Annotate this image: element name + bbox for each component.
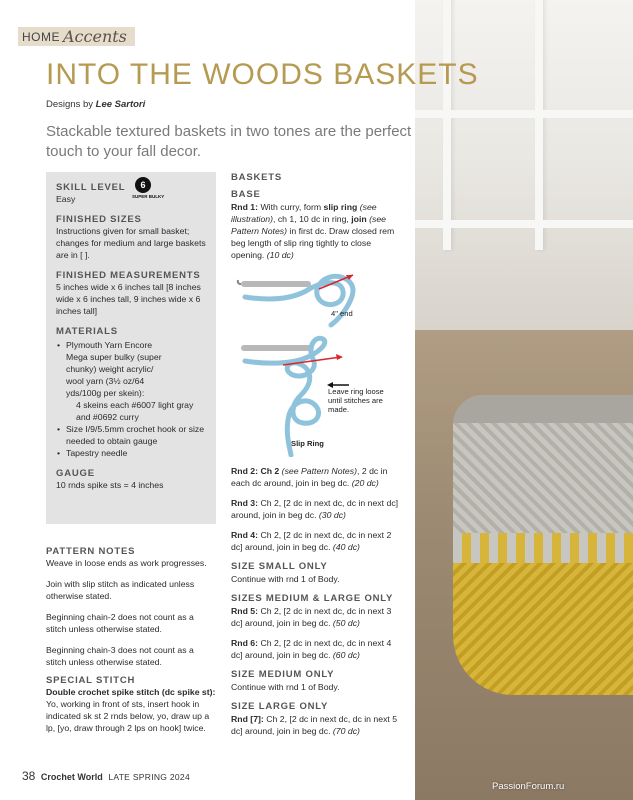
rnd5-count: (50 dc)	[332, 618, 360, 628]
designer-prefix: Designs by	[46, 99, 96, 110]
rnd7-count: (70 dc)	[332, 726, 360, 736]
rnd3-part: Ch 2, [2 dc in next dc, dc in next dc] around, join in beg dc.	[231, 498, 399, 520]
rnd7-label: Rnd [7]:	[231, 714, 264, 724]
rnd3-count: (30 dc)	[318, 510, 346, 520]
rnd2-text	[231, 465, 403, 489]
slip-ring-diagram-step1	[231, 269, 403, 329]
rnd3-text	[231, 497, 403, 521]
size-medium-text: Continue with rnd 1 of Body.	[231, 682, 340, 692]
section-home: HOME	[22, 29, 60, 44]
skill-heading: SKILL LEVEL	[56, 182, 126, 193]
size-large-heading: SIZE LARGE ONLY	[231, 701, 329, 712]
measurements-heading: FINISHED MEASUREMENTS	[56, 270, 201, 281]
rnd1-part: slip ring	[323, 202, 358, 212]
sizes-heading: FINISHED SIZES	[56, 214, 142, 225]
rnd2-label: Rnd 2: Ch 2	[231, 466, 280, 476]
baskets-heading: BASKETS	[231, 172, 282, 183]
rnd1-part: With curry, form	[258, 202, 324, 212]
skill-value: Easy	[56, 194, 76, 204]
crochet-basket	[453, 395, 633, 695]
note-item: Weave in loose ends as work progresses.	[46, 558, 207, 568]
materials-list	[56, 339, 206, 459]
slip-ring-diagram-step2	[231, 335, 403, 457]
yarn-weight-label: SUPER BULKY	[132, 194, 165, 199]
materials-heading: MATERIALS	[56, 326, 118, 337]
rnd6-part: Ch 2, [2 dc in next dc, dc in next 4 dc] around, join in beg dc.	[231, 638, 392, 660]
rnd1-part: in first dc. Draw closed rem beg length of slip ring tightly to close opening.	[231, 226, 395, 260]
rnd1-part: (see illustration)	[231, 202, 377, 224]
issue-label: LATE SPRING 2024	[108, 772, 190, 782]
rnd6-text	[231, 637, 403, 661]
rnd5-text	[231, 605, 403, 629]
rnd6-label: Rnd 6:	[231, 638, 259, 648]
section-tag	[18, 27, 135, 46]
rnd1-part: join	[351, 214, 367, 224]
size-medium-heading: SIZE MEDIUM ONLY	[231, 669, 335, 680]
pattern-notes	[46, 546, 216, 743]
rnd2-count: (20 dc)	[351, 478, 379, 488]
materials-item-hook: • Size I/9/5.5mm crochet hook or size needed to obtain gauge	[56, 423, 206, 447]
rnd7-text	[231, 713, 403, 737]
crochet-hook	[241, 281, 311, 287]
basket-curry-section	[453, 545, 633, 695]
rnd5-label: Rnd 5:	[231, 606, 259, 616]
crochet-hook	[241, 345, 313, 351]
rnd4-text	[231, 529, 403, 553]
rnd1-text	[231, 201, 403, 261]
sizes-text: Instructions given for small basket; changes for medium and large baskets are in [ ].	[56, 226, 206, 260]
materials-item-yarn: • Plymouth Yarn Encore Mega super bulky (super chunky) weight acrylic/ wool yarn (3½ oz/64 yds/100g per skein):	[56, 339, 206, 399]
designer-name: Lee Sartori	[95, 99, 146, 110]
rnd1-count: (10 dc)	[266, 250, 294, 260]
rnd1-label: Rnd 1:	[231, 202, 259, 212]
special-stitch-heading: SPECIAL STITCH	[46, 675, 136, 686]
page-footer	[22, 769, 190, 783]
gauge-text: 10 rnds spike sts = 4 inches	[56, 480, 164, 490]
size-small-heading: SIZE SMALL ONLY	[231, 561, 328, 572]
rnd1-part: (see Pattern Notes)	[231, 214, 387, 236]
note-item: Beginning chain-3 does not count as a stitch unless otherwise stated.	[46, 645, 194, 667]
basket-photo	[415, 0, 633, 800]
note-item: Beginning chain-2 does not count as a stitch unless otherwise stated.	[46, 612, 194, 634]
window-frame	[535, 0, 543, 250]
yarn-weight-icon	[132, 177, 165, 201]
article-subtitle: Stackable textured baskets in two tones are the perfect touch to your fall decor.	[46, 123, 412, 160]
yarn-strand	[245, 338, 325, 455]
diagram-end-label: 4" end	[331, 309, 353, 318]
size-small-text: Continue with rnd 1 of Body.	[231, 574, 340, 584]
rnd4-label: Rnd 4:	[231, 530, 259, 540]
watermark: PassionForum.ru	[492, 781, 565, 792]
section-accents: Accents	[63, 27, 127, 46]
rnd3-label: Rnd 3:	[231, 498, 259, 508]
pattern-column	[231, 172, 403, 745]
measurements-text: 5 inches wide x 6 inches tall [8 inches wide x 6 inches tall, 9 inches wide x 6 inches tall]	[56, 282, 201, 316]
diagram-caption: Slip Ring	[291, 439, 324, 448]
materials-item-colors: 4 skeins each #6007 light gray and #0692 curry	[76, 400, 194, 422]
special-stitch-name: Double crochet spike stitch (dc spike st):	[46, 687, 216, 697]
special-stitch-text	[46, 686, 216, 734]
special-stitch-instructions: Yo, working in front of sts, insert hook in indicated sk st 2 rnds below, yo, draw up a lp, [yo, draw through 2 lps on hook] twice.	[46, 699, 210, 733]
rnd2-part: (see Pattern Notes)	[279, 466, 358, 476]
materials-item-needle: • Tapestry needle	[56, 447, 206, 459]
pattern-notes-heading: PATTERN NOTES	[46, 546, 136, 557]
magazine-name: Crochet World	[40, 772, 103, 782]
rnd4-part: Ch 2, [2 dc in next dc, dc in next 2 dc] around, join in beg dc.	[231, 530, 392, 552]
window-bar	[415, 110, 633, 118]
page-number: 38	[22, 769, 36, 783]
window-frame	[443, 0, 451, 250]
slip-ring-step1-svg	[231, 269, 403, 329]
rnd7-part: Ch 2, [2 dc in next dc, dc in next 5 dc] around, join in beg dc.	[231, 714, 398, 736]
window-bar	[415, 220, 633, 228]
article-title: INTO THE WOODS BASKETS	[46, 58, 479, 91]
rnd4-count: (40 dc)	[332, 542, 360, 552]
rnd2-part: , 2 dc in each dc around, join in beg dc.	[231, 466, 388, 488]
basket-spike-band	[453, 533, 633, 563]
designer-credit	[46, 99, 145, 110]
base-heading: BASE	[231, 189, 261, 200]
basket-rim	[453, 395, 633, 423]
materials-sidebar	[46, 172, 216, 524]
yarn-weight-number: 6	[135, 177, 151, 193]
gauge-heading: GAUGE	[56, 468, 95, 479]
sizes-medium-large-heading: SIZES MEDIUM & LARGE ONLY	[231, 593, 394, 604]
rnd5-part: Ch 2, [2 dc in next dc, dc in next 3 dc] around, join in beg dc.	[231, 606, 392, 628]
rnd1-part: , ch 1, 10 dc in ring,	[273, 214, 352, 224]
note-item: Join with slip stitch as indicated unless otherwise stated.	[46, 579, 195, 601]
diagram-note: Leave ring loose until stitches are made.	[328, 387, 384, 414]
rnd6-count: (60 dc)	[332, 650, 360, 660]
